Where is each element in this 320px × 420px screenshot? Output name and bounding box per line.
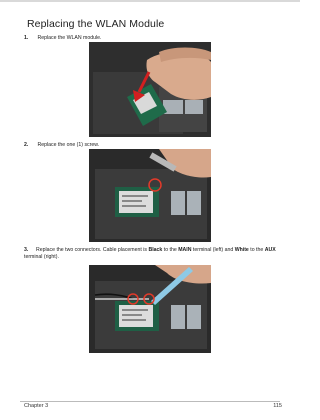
white-cable-label: White (234, 247, 249, 253)
step-2-text: Replace the one (1) screw. (37, 142, 100, 148)
step-3-text-part: to the (162, 247, 179, 253)
step-1-text: Replace the WLAN module. (37, 35, 102, 41)
step-3-text (24, 247, 276, 260)
footer-chapter: Chapter 3 (24, 403, 49, 409)
step-3 (24, 247, 276, 261)
step-3-number: 3. (24, 247, 29, 253)
step-2 (24, 142, 276, 149)
step-3-text-part: Replace the two connectors. Cable placement is (36, 247, 149, 253)
photo-insert-wlan-module (89, 42, 211, 137)
footer-rule (20, 401, 280, 402)
step-1-number: 1. (24, 35, 29, 41)
aux-terminal-label: AUX (264, 247, 276, 253)
photo-connect-antenna-cables (89, 265, 211, 353)
top-rule (0, 0, 300, 2)
photo-replace-screw (89, 149, 211, 242)
black-cable-label: Black (148, 247, 163, 253)
step-3-text-part: to the (248, 247, 265, 253)
main-terminal-label: MAIN (178, 247, 192, 253)
step-3-text-part: terminal (left) and (191, 247, 235, 253)
step-2-number: 2. (24, 142, 29, 148)
step-3-text-part: terminal (right). (24, 254, 59, 260)
step-1 (24, 35, 276, 42)
page-title: Replacing the WLAN Module (27, 18, 165, 30)
footer-page-number: 115 (273, 403, 282, 409)
